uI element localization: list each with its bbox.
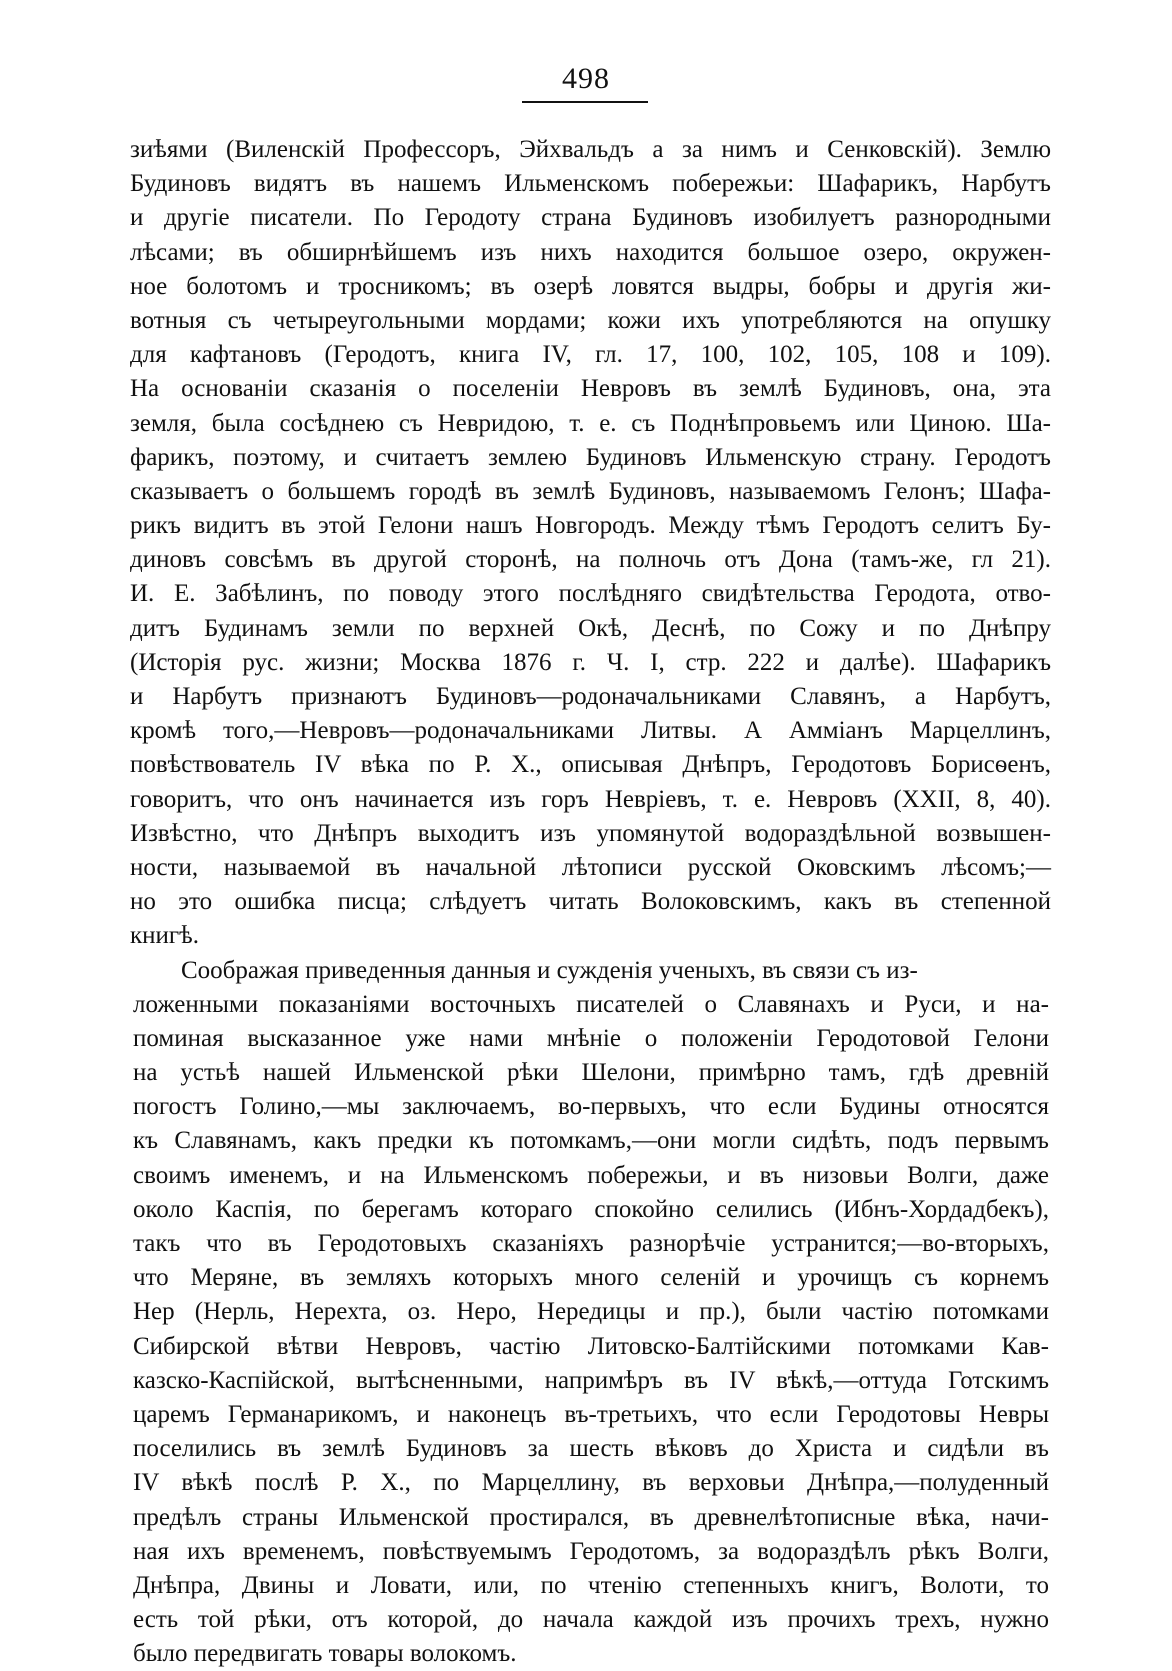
- text-line: кромѣ того,—Невровъ—родоначальниками Литвы. А Аммiанъ Марцеллинъ,: [0, 714, 1172, 748]
- text-line: что Меряне, въ земляхъ которыхъ много селеній и урочищъ съ корнемъ: [0, 1261, 1172, 1295]
- text-line: (Исторія рус. жизни; Москва 1876 г. Ч. I, стр. 222 и далѣе). Шафарикъ: [0, 646, 1172, 680]
- text-line: на устьѣ нашей Ильменской рѣки Шелони, примѣрно тамъ, гдѣ древній: [0, 1056, 1172, 1090]
- text-line: есть той рѣки, отъ которой, до начала каждой изъ прочихъ трехъ, нужно: [0, 1603, 1172, 1637]
- page-number: 498: [0, 62, 1172, 96]
- text-line: но это ошибка писца; слѣдуетъ читать Волоковскимъ, какъ въ степенной: [0, 885, 1172, 919]
- text-line: предѣлъ страны Ильменской простирался, въ древнелѣтописные вѣка, начи-: [0, 1501, 1172, 1535]
- text-line: говоритъ, что онъ начинается изъ горъ Невріевъ, т. е. Невровъ (XXII, 8, 40).: [0, 783, 1172, 817]
- text-line: вотныя съ четыреугольными мордами; кожи ихъ употребляются на опушку: [0, 304, 1172, 338]
- text-line: для кафтановъ (Геродотъ, книга IV, гл. 17, 100, 102, 105, 108 и 109).: [0, 338, 1172, 372]
- text-line: ложенными показаніями восточныхъ писателей о Славянахъ и Руси, и на-: [0, 988, 1172, 1022]
- text-line: царемъ Германарикомъ, и наконецъ въ-третьихъ, что если Геродотовы Невры: [0, 1398, 1172, 1432]
- text-line: Извѣстно, что Днѣпръ выходитъ изъ упомянутой водораздѣльной возвышен-: [0, 817, 1172, 851]
- text-line: рикъ видитъ въ этой Гелони нашъ Новгородъ. Между тѣмъ Геродотъ селитъ Бу-: [0, 509, 1172, 543]
- text-line: дитъ Будинамъ земли по верхней Окѣ, Деснѣ, по Сожу и по Днѣпру: [0, 612, 1172, 646]
- text-line: зиѣями (Виленскій Профессоръ, Эйхвальдъ а за нимъ и Сенковскій). Землю: [0, 133, 1172, 167]
- body-text: [0, 133, 1172, 1671]
- text-line: сказываетъ о большемъ городѣ въ землѣ Будиновъ, называемомъ Гелонъ; Шафа-: [0, 475, 1172, 509]
- text-line: IV вѣкѣ послѣ Р. Х., по Марцеллину, въ верховьи Днѣпра,—полуденный: [0, 1466, 1172, 1500]
- text-line: было передвигать товары волокомъ.: [0, 1637, 1172, 1671]
- text-line: ное болотомъ и тросникомъ; въ озерѣ ловятся выдры, бобры и другія жи-: [0, 270, 1172, 304]
- text-line: къ Славянамъ, какъ предки къ потомкамъ,—они могли сидѣть, подъ первымъ: [0, 1124, 1172, 1158]
- text-line: ная ихъ временемъ, повѣствуемымъ Геродотомъ, за водораздѣлъ рѣкъ Волги,: [0, 1535, 1172, 1569]
- text-line: казско-Каспійской, вытѣсненными, напримѣръ въ IV вѣкѣ,—оттуда Готскимъ: [0, 1364, 1172, 1398]
- text-line: поминая высказанное уже нами мнѣніе о положеніи Геродотовой Гелони: [0, 1022, 1172, 1056]
- text-line: погостъ Голино,—мы заключаемъ, во-первыхъ, что если Будины относятся: [0, 1090, 1172, 1124]
- text-line: лѣсами; въ обширнѣйшемъ изъ нихъ находится большое озеро, окружен-: [0, 236, 1172, 270]
- text-line: и Нарбутъ признаютъ Будиновъ—родоначальниками Славянъ, а Нарбутъ,: [0, 680, 1172, 714]
- text-line: Днѣпра, Двины и Ловати, или, по чтенію степенныхъ книгъ, Волоти, то: [0, 1569, 1172, 1603]
- paragraph-2: [0, 954, 1172, 1671]
- text-line: Нер (Нерль, Нерехта, оз. Неро, Нередицы и пр.), были частію потомками: [0, 1295, 1172, 1329]
- text-line: повѣствователь IV вѣка по Р. Х., описывая Днѣпръ, Геродотовъ Борисѳенъ,: [0, 748, 1172, 782]
- text-line: И. Е. Забѣлинъ, по поводу этого послѣдняго свидѣтельства Геродота, отво-: [0, 577, 1172, 611]
- text-line: и другіе писатели. По Геродоту страна Будиновъ изобилуетъ разнородными: [0, 201, 1172, 235]
- text-line: книгѣ.: [0, 919, 1172, 953]
- text-line: диновъ совсѣмъ въ другой сторонѣ, на полночь отъ Дона (тамъ-же, гл 21).: [0, 543, 1172, 577]
- text-line: около Каспія, по берегамъ котораго спокойно селились (Ибнъ-Хордадбекъ),: [0, 1193, 1172, 1227]
- text-line: На основаніи сказанія о поселеніи Невровъ въ землѣ Будиновъ, она, эта: [0, 372, 1172, 406]
- text-line: Будиновъ видятъ въ нашемъ Ильменскомъ побережьи: Шафарикъ, Нарбутъ: [0, 167, 1172, 201]
- text-line: поселились въ землѣ Будиновъ за шесть вѣковъ до Христа и сидѣли въ: [0, 1432, 1172, 1466]
- text-line: своимъ именемъ, и на Ильменскомъ побережьи, и въ низовьи Волги, даже: [0, 1159, 1172, 1193]
- text-line: фарикъ, поэтому, и считаетъ землею Будиновъ Ильменскую страну. Геродотъ: [0, 441, 1172, 475]
- text-line: ности, называемой въ начальной лѣтописи русской Оковскимъ лѣсомъ;—: [0, 851, 1172, 885]
- text-line: Соображая приведенныя данныя и сужденія ученыхъ, въ связи съ из-: [0, 954, 1172, 988]
- paragraph-1: [0, 133, 1172, 954]
- header-rule: [522, 101, 648, 103]
- text-line: Сибирской вѣтви Невровъ, частію Литовско-Балтійскими потомками Кав-: [0, 1330, 1172, 1364]
- text-line: такъ что въ Геродотовыхъ сказаніяхъ разнорѣчіе устранится;—во-вторыхъ,: [0, 1227, 1172, 1261]
- text-line: земля, была сосѣднею съ Невридою, т. е. съ Поднѣпровьемъ или Циною. Ша-: [0, 407, 1172, 441]
